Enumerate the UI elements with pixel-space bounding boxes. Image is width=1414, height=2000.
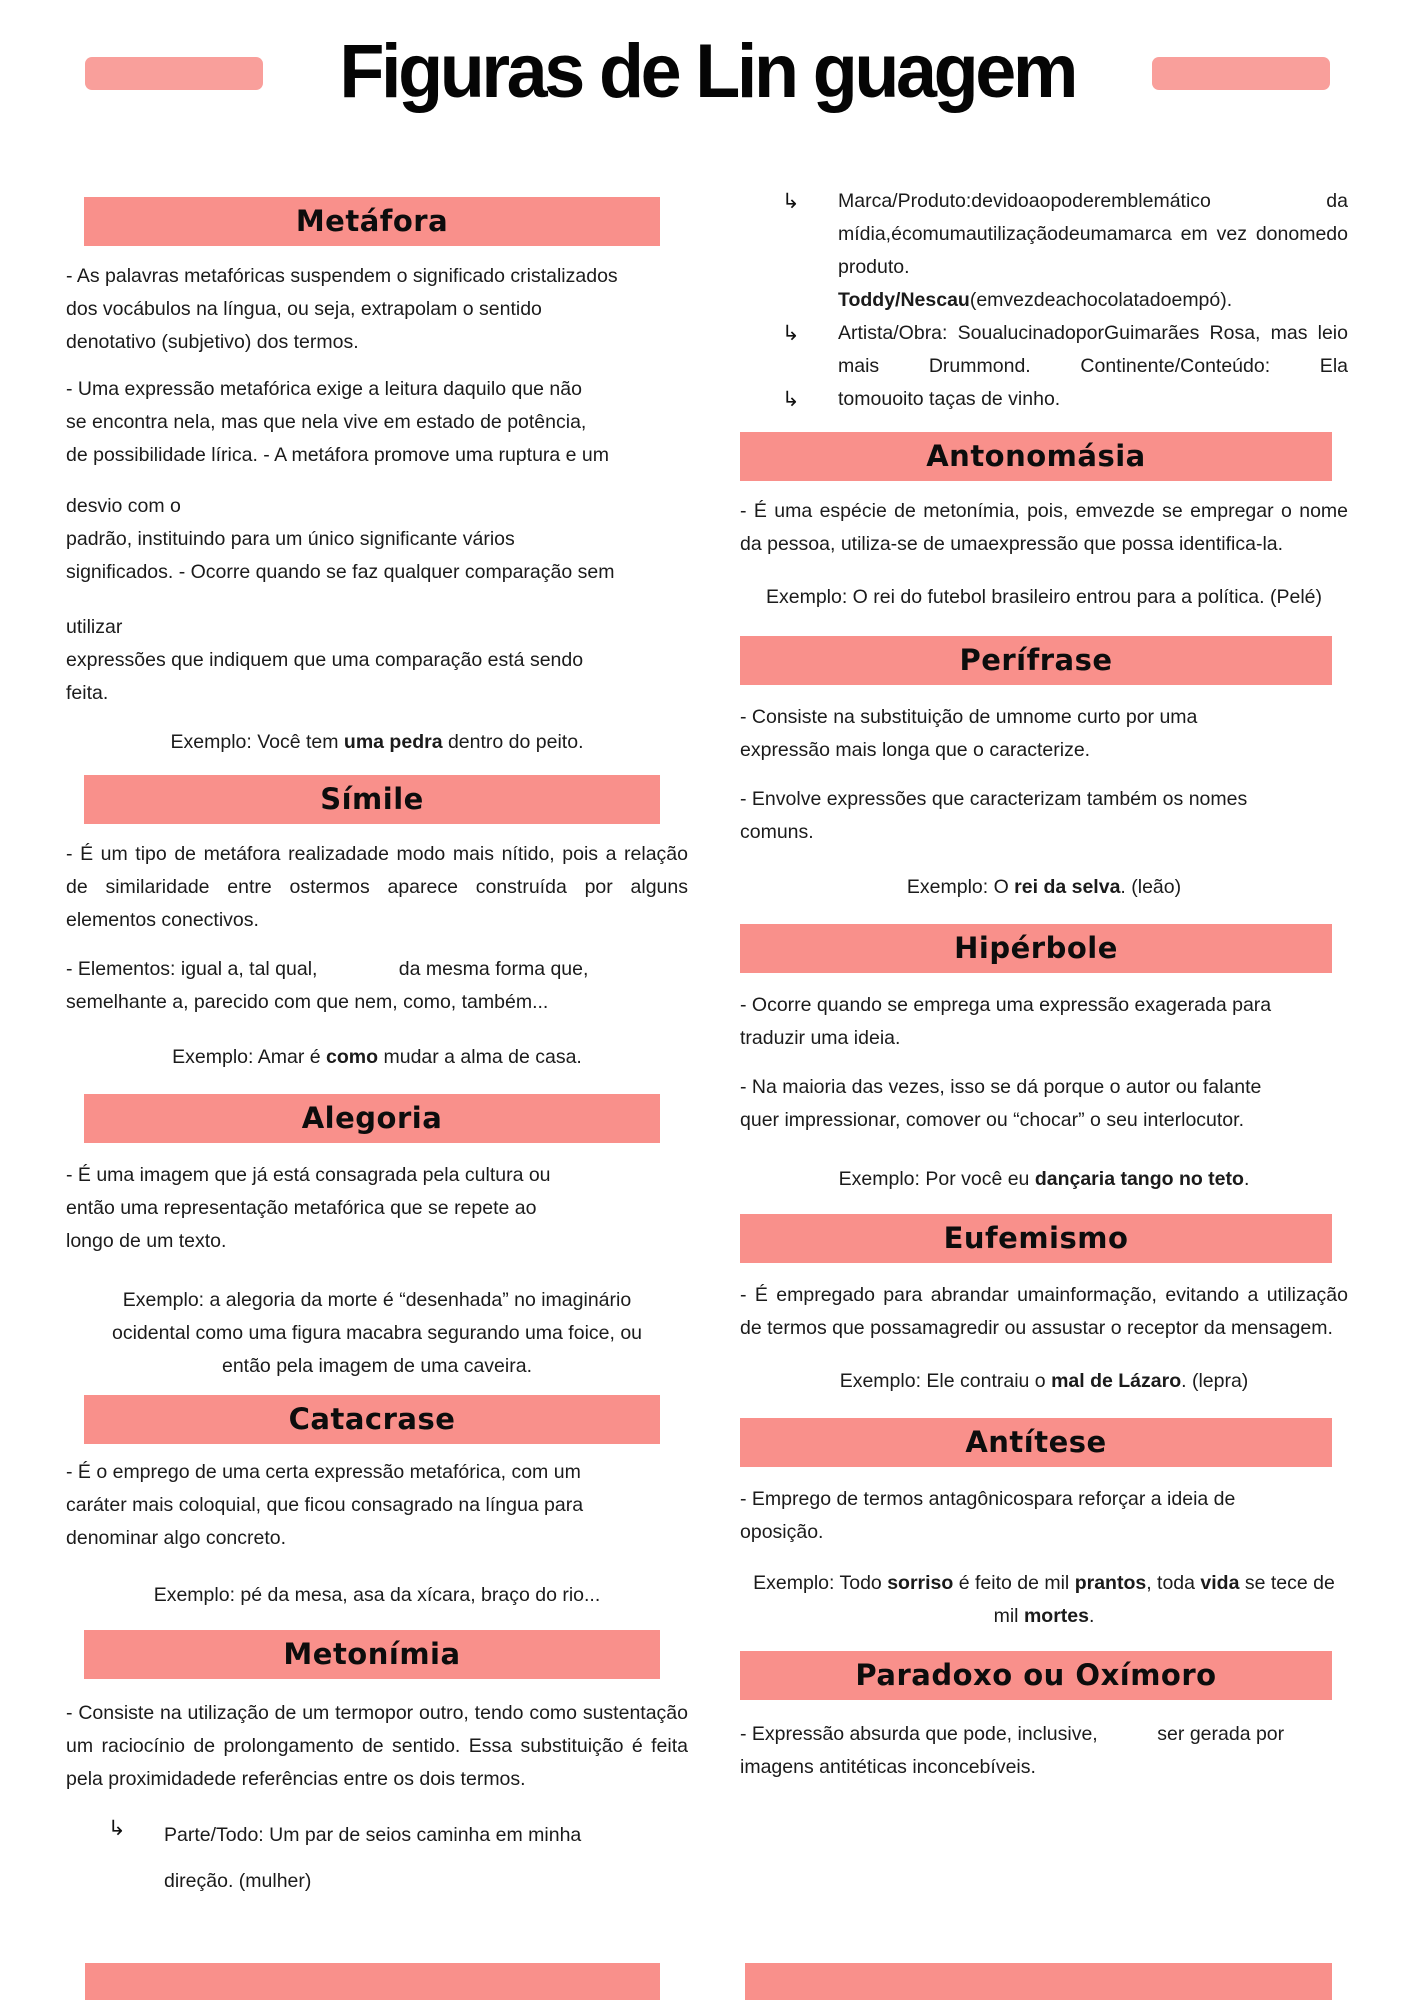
bold-text: prantos — [1074, 1572, 1147, 1594]
text-run: Artista/Obra: SoualucinadoporGuimarães Rosa, mas leio mais Drummond. Continente/Conteúdo: Ela — [838, 322, 1348, 377]
cutoff-section-bar-right — [745, 1963, 1332, 2000]
left-column — [66, 150, 688, 1904]
example-text — [66, 1041, 688, 1074]
text-run: Exemplo: Amar é — [172, 1046, 327, 1068]
curved-arrow-icon: ↳ — [782, 387, 800, 411]
bold-text: mal de Lázaro — [1051, 1370, 1182, 1392]
text-run: oposição. — [740, 1521, 824, 1543]
section-header-hiperbole: Hipérbole — [740, 924, 1332, 973]
title-dash-left-icon — [85, 57, 263, 90]
bullet-item — [740, 185, 1348, 317]
paragraph — [740, 495, 1348, 561]
bold-text: como — [326, 1046, 379, 1068]
bullet-text — [164, 1812, 688, 1904]
bold-text: uma pedra — [343, 731, 443, 753]
text-run: comuns. — [740, 821, 814, 843]
text-run: denominar algo concreto. — [66, 1527, 287, 1549]
example-text — [740, 1163, 1348, 1196]
text-run: Parte/Todo: Um par de seios caminha em minha — [164, 1824, 582, 1846]
text-run: denotativo (subjetivo) dos termos. — [66, 331, 359, 353]
text-run: dos vocábulos na língua, ou seja, extrapolam o sentido — [66, 298, 542, 320]
paragraph — [740, 1071, 1348, 1137]
text-run: - É uma espécie de metonímia, pois, emvezde se empregar o nome da pessoa, utiliza-se de umaexpressão que possa identifica-la. — [740, 500, 1348, 555]
text-run: significados. - Ocorre quando se faz qualquer comparação sem — [66, 561, 615, 583]
text-run: mudar a alma de casa. — [378, 1046, 582, 1068]
text-run: . — [1243, 1168, 1250, 1190]
text-run: então pela imagem de uma caveira. — [221, 1355, 532, 1377]
example-text — [66, 1284, 688, 1383]
text-run: então uma representação metafórica que se repete ao — [66, 1197, 537, 1219]
section-perifrase — [740, 636, 1348, 904]
section-simile — [66, 775, 688, 1074]
bold-text: vida — [1200, 1572, 1240, 1594]
section-paradoxo-ou-oximoro — [740, 1651, 1348, 1784]
text-run: traduzir uma ideia. — [740, 1027, 901, 1049]
paragraph — [66, 373, 688, 472]
text-run: - É o emprego de uma certa expressão metafórica, com um — [66, 1461, 581, 1483]
text-run: Exemplo: Ele contraiu o — [839, 1370, 1052, 1392]
paragraph — [66, 1159, 688, 1258]
text-run: . (lepra) — [1181, 1370, 1249, 1392]
section-header-alegoria: Alegoria — [84, 1094, 660, 1143]
text-run: Exemplo: O — [906, 876, 1015, 898]
curved-arrow-icon: ↳ — [782, 321, 800, 345]
bold-text: sorriso — [887, 1572, 954, 1594]
section-header-eufemismo: Eufemismo — [740, 1214, 1332, 1263]
text-run: quer impressionar, comover ou “chocar” o seu interlocutor. — [740, 1109, 1244, 1131]
curved-arrow-icon: ↳ — [782, 189, 800, 213]
bullet-text — [838, 383, 1348, 416]
paragraph — [740, 1279, 1348, 1345]
text-run: Exemplo: O rei do futebol brasileiro entrou para a política. (Pelé) — [765, 586, 1323, 608]
text-run: - É uma imagem que já está consagrada pela cultura ou — [66, 1164, 551, 1186]
text-run: de possibilidade lírica. - A metáfora promove uma ruptura e um — [66, 444, 610, 466]
section-antitese — [740, 1418, 1348, 1633]
section-header-perifrase: Perífrase — [740, 636, 1332, 685]
text-run: - Consiste na substituição de umnome curto por uma — [740, 706, 1198, 728]
paragraph — [66, 838, 688, 937]
paragraph — [66, 490, 688, 589]
paragraph — [66, 1697, 688, 1796]
text-run: - Na maioria das vezes, isso se dá porque o autor ou falante — [740, 1076, 1262, 1098]
text-run: Exemplo: Todo — [753, 1572, 888, 1594]
section-metafora — [66, 197, 688, 759]
section-header-catacrase: Catacrase — [84, 1395, 660, 1444]
page-title: Figuras de Lin guagem — [339, 29, 1075, 114]
text-run: - Emprego de termos antagônicospara reforçar a ideia de — [740, 1488, 1236, 1510]
paragraph — [740, 701, 1348, 767]
text-run: - É empregado para abrandar umainformação, evitando a utilização de termos que possamagredir ou assustar o receptor da mensagem. — [740, 1284, 1348, 1339]
text-run: semelhante a, parecido com que nem, como, também... — [66, 991, 549, 1013]
title-dash-right-icon — [1152, 57, 1330, 90]
section-header-metonimia: Metonímia — [84, 1630, 660, 1679]
section-catacrase — [66, 1395, 688, 1612]
text-run: - Envolve expressões que caracterizam também os nomes — [740, 788, 1248, 810]
text-run: tomouoito taças de vinho. — [838, 388, 1061, 410]
text-run: Exemplo: Você tem — [170, 731, 344, 753]
bullet-item — [66, 1812, 688, 1904]
curved-arrow-icon: ↳ — [108, 1816, 126, 1840]
text-run: expressões que indiquem que uma comparação está sendo — [66, 649, 584, 671]
bullet-text — [838, 317, 1348, 383]
example-text — [740, 1365, 1348, 1398]
section-eufemismo — [740, 1214, 1348, 1398]
text-run: dentro do peito. — [442, 731, 584, 753]
bullet-item — [740, 317, 1348, 383]
example-text — [740, 1567, 1348, 1633]
bullet-item — [740, 383, 1348, 416]
text-run: ocidental como uma figura macabra segurando uma foice, ou — [111, 1322, 643, 1344]
text-run: direção. (mulher) — [164, 1870, 312, 1892]
text-run: - Elementos: igual a, tal qual, da mesma forma que, — [66, 958, 589, 980]
text-run: . — [1088, 1605, 1095, 1627]
section-bullets — [740, 185, 1348, 416]
bold-text: Toddy/Nescau — [838, 289, 970, 311]
text-run: - Expressão absurda que pode, inclusive, ser gerada por — [740, 1723, 1285, 1745]
text-run: - Ocorre quando se emprega uma expressão exagerada para — [740, 994, 1272, 1016]
text-run: imagens antitéticas inconcebíveis. — [740, 1756, 1036, 1778]
paragraph — [740, 1718, 1348, 1784]
text-run: - As palavras metafóricas suspendem o significado cristalizados — [66, 265, 618, 287]
bold-text: dançaria tango no teto — [1034, 1168, 1244, 1190]
text-run: longo de um texto. — [66, 1230, 227, 1252]
section-header-antitese: Antítese — [740, 1418, 1332, 1467]
bullet-text — [838, 185, 1348, 317]
section-antonomasia — [740, 432, 1348, 614]
text-run: se encontra nela, mas que nela vive em estado de potência, — [66, 411, 587, 433]
text-run: padrão, instituindo para um único significante vários — [66, 528, 515, 550]
section-header-paradoxo-ou-oximoro: Paradoxo ou Oxímoro — [740, 1651, 1332, 1700]
section-header-antonomasia: Antonomásia — [740, 432, 1332, 481]
text-run: caráter mais coloquial, que ficou consagrado na língua para — [66, 1494, 584, 1516]
paragraph — [740, 783, 1348, 849]
example-text — [740, 581, 1348, 614]
text-run: , toda — [1146, 1572, 1201, 1594]
paragraph — [66, 611, 688, 710]
example-text — [66, 1579, 688, 1612]
text-run: é feito de mil — [953, 1572, 1075, 1594]
cutoff-section-bar-left — [85, 1963, 660, 2000]
text-run: feita. — [66, 682, 109, 704]
section-metonimia — [66, 1630, 688, 1904]
text-run: expressão mais longa que o caracterize. — [740, 739, 1091, 761]
text-run: Marca/Produto:devidoaopoderemblemático da mídia,écomumautilizaçãodeumamarca em vez donomedo produto. — [838, 190, 1348, 278]
text-run: . (leão) — [1120, 876, 1182, 898]
text-run: mil — [993, 1605, 1024, 1627]
text-run: desvio com o — [66, 495, 181, 517]
text-run: - Consiste na utilização de um termopor outro, tendo como sustentação um raciocínio de prolongamento de sentido. Essa substituição é feita pela proximidadede referências entre os dois termos. — [66, 1702, 688, 1790]
paragraph — [66, 1456, 688, 1555]
paragraph — [740, 1483, 1348, 1549]
right-column — [740, 150, 1348, 1784]
text-run: Exemplo: a alegoria da morte é “desenhada” no imaginário — [122, 1289, 632, 1311]
text-run: se tece de — [1239, 1572, 1335, 1594]
bold-text: mortes — [1023, 1605, 1089, 1627]
paragraph — [740, 989, 1348, 1055]
text-run: (emvezdeachocolatadoempó). — [969, 289, 1233, 311]
section-alegoria — [66, 1094, 688, 1383]
bold-text: rei da selva — [1014, 876, 1121, 898]
text-run: - Uma expressão metafórica exige a leitura daquilo que não — [66, 378, 582, 400]
example-text — [66, 726, 688, 759]
text-run: - É um tipo de metáfora realizadade modo mais nítido, pois a relação de similaridade entre ostermos aparece construída por alguns elementos conectivos. — [66, 843, 688, 931]
example-text — [740, 871, 1348, 904]
text-run: Exemplo: pé da mesa, asa da xícara, braço do rio... — [153, 1584, 601, 1606]
section-header-simile: Símile — [84, 775, 660, 824]
paragraph — [66, 953, 688, 1019]
text-run: Exemplo: Por você eu — [838, 1168, 1035, 1190]
section-header-metafora: Metáfora — [84, 197, 660, 246]
text-run: utilizar — [66, 616, 123, 638]
section-hiperbole — [740, 924, 1348, 1196]
paragraph — [66, 260, 688, 359]
title-area — [0, 0, 1414, 150]
